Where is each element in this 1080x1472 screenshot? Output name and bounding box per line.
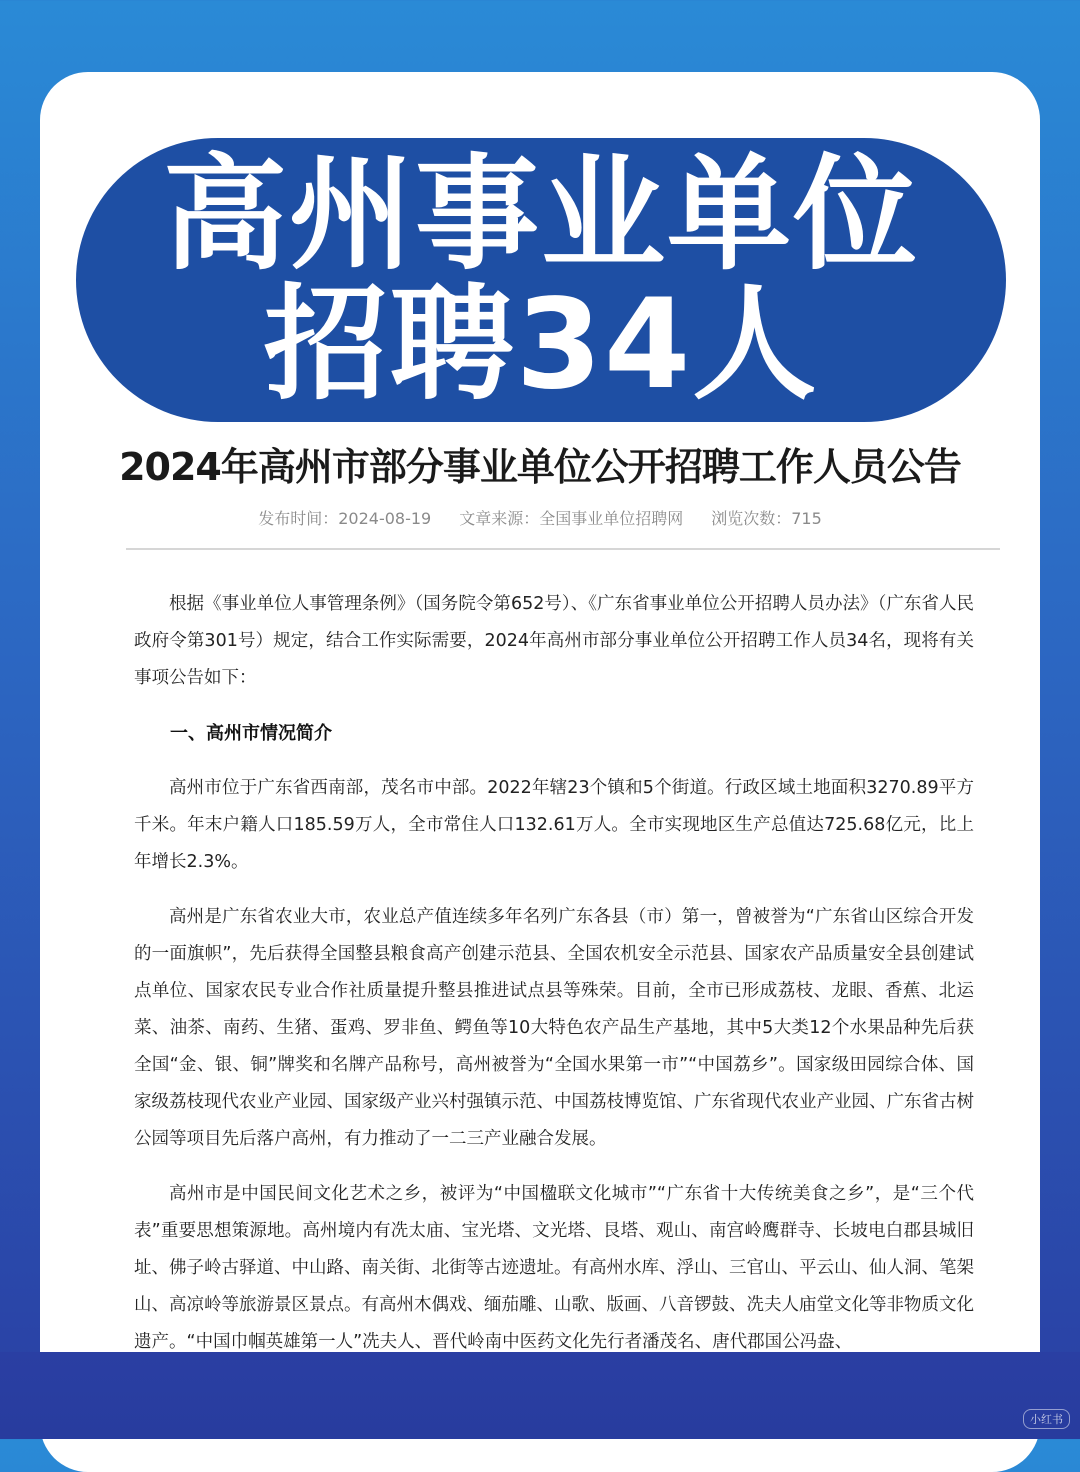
document-meta (40, 506, 1040, 529)
publish-time: 发布时间：2024-08-19 (258, 509, 432, 528)
article-card (40, 72, 1040, 1472)
article-source: 文章来源：全国事业单位招聘网 (459, 509, 684, 528)
article-body (134, 586, 974, 1379)
headline-line-1: 高州事业单位 (162, 143, 919, 287)
headline-banner (76, 138, 1006, 422)
section-heading: 一、高州市情况简介 (170, 723, 332, 744)
paragraph-culture: 高州市是中国民间文化艺术之乡，被评为“中国楹联文化城市”“广东省十大传统美食之乡”，是“三个代表”重要思想策源地。高州境内有冼太庙、宝光塔、文光塔、艮塔、观山、南宫岭鹰群寺、长坡电白郡县城旧址、佛子岭古驿道、中山路、南关街、北街等古迹遗址。有高州水库、浮山、三官山、平云山、仙人洞、笔架山、高凉岭等旅游景区景点。有高州木偶戏、缅茄雕、山歌、版画、八音锣鼓、冼夫人庙堂文化等非物质文化遗产。“中国巾帼英雄第一人”冼夫人、晋代岭南中医药文化先行者潘茂名、唐代郡国公冯盎、 (134, 1184, 974, 1352)
watermark-logo: 小红书 (1023, 1409, 1070, 1429)
title-divider (126, 548, 1000, 550)
paragraph-overview: 高州市位于广东省西南部，茂名市中部。2022年辖23个镇和5个街道。行政区域土地面积3270.89平方千米。年末户籍人口185.59万人，全市常住人口132.61万人。全市实现地区生产总值达725.68亿元，比上年增长2.3%。 (134, 778, 974, 872)
bottom-band (0, 1352, 1080, 1439)
headline-line-2: 招聘34人 (263, 273, 819, 417)
view-count: 浏览次数：715 (711, 509, 822, 528)
document-title: 2024年高州市部分事业单位公开招聘工作人员公告 (119, 445, 961, 489)
paragraph-agriculture: 高州是广东省农业大市，农业总产值连续多年名列广东各县（市）第一，曾被誉为“广东省山区综合开发的一面旗帜”，先后获得全国整县粮食高产创建示范县、全国农机安全示范县、国家农产品质量安全县创建试点单位、国家农民专业合作社质量提升整县推进试点县等殊荣。目前，全市已形成荔枝、龙眼、香蕉、北运菜、油茶、南药、生猪、蛋鸡、罗非鱼、鳄鱼等10大特色农产品生产基地，其中5大类12个水果品种先后获全国“金、银、铜”牌奖和名牌产品称号，高州被誉为“全国水果第一市”“中国荔乡”。国家级田园综合体、国家级荔枝现代农业产业园、国家级产业兴村强镇示范、中国荔枝博览馆、广东省现代农业产业园、广东省古树公园等项目先后落户高州，有力推动了一二三产业融合发展。 (134, 907, 974, 1149)
intro-paragraph: 根据《事业单位人事管理条例》（国务院令第652号）、《广东省事业单位公开招聘人员办法》（广东省人民政府令第301号）规定，结合工作实际需要，2024年高州市部分事业单位公开招聘工作人员34名，现将有关事项公告如下： (134, 594, 974, 688)
